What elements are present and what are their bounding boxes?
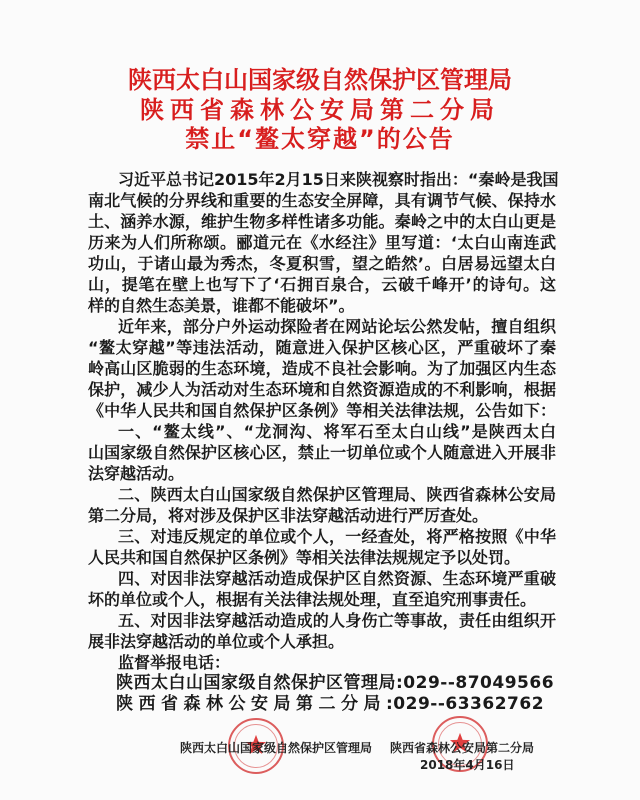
text-line: 山，提笔在壁上也写下了‘石拥百泉合，云破千峰开’的诗句。这 [88,275,556,294]
text-line: 人民共和国自然保护区条例》等相关法律法规规定予以处罚。 [88,548,521,567]
title-line-3: 禁止“鳌太穿越”的公告 [185,125,455,153]
text-line: 坏的单位或个人，根据有关法律法规处理，直至追究刑事责任。 [88,590,537,609]
text-line: 保护，减少人为活动对生态环境和自然资源造成的不利影响，根据 [88,380,556,399]
text-line: 第二分局，将对涉及保护区非法穿越活动进行严厉查处。 [88,506,489,525]
text-line: 样的自然生态美景，谁都不能破坏”。 [88,296,355,315]
hotline-heading: 监督举报电话： [118,653,231,672]
text-line: 四、对因非法穿越活动造成保护区自然资源、生态环境严重破 [118,569,556,588]
text-line: 一、“鳌太线”、“龙洞沟、将军石至太白山线”是陕西太白 [118,422,556,441]
text-line: 习近平总书记2015年2月15日来陕视察时指出：“秦岭是我国 [118,170,559,189]
text-line: 《中华人民共和国自然保护区条例》等相关法律法规，公告如下： [88,401,556,420]
signature-date: 2018年4月16日 [420,758,515,772]
text-line: 三、对违反规定的单位或个人，一经查处，将严格按照《中华 [118,527,556,546]
signature-right: 陕西省森林公安局第二分局 [390,741,535,755]
text-line: 历来为人们所称颂。郦道元在《水经注》里写道：‘太白山南连武 [88,233,556,252]
title-line-1: 陕西太白山国家级自然保护区管理局 [128,66,512,94]
text-line: 五、对因非法穿越活动造成的人身伤亡等事故，责任由组织开 [118,611,556,630]
text-line: 法穿越活动。 [88,464,185,483]
text-line: 展非法穿越活动的单位或个人承担。 [88,632,345,651]
text-line: 山国家级自然保护区核心区，禁止一切单位或个人随意进入开展非 [88,443,556,462]
text-line: 功山，于诸山最为秀杰，冬夏积雪，望之皓然’。白居易远望太白 [88,254,556,273]
hotline-number: :029--87049566 [396,673,555,693]
hotline-number: :029--63362762 [386,694,545,714]
notice-body [88,169,559,715]
hotline-1 [88,673,556,694]
hotline-org: 陕西省森林公安局第二分局 [116,694,386,714]
text-line: 二、陕西太白山国家级自然保护区管理局、陕西省森林公安局 [118,485,556,504]
text-line: “鳌太穿越”等违法活动，随意进入保护区核心区，严重破坏了秦 [88,338,556,357]
signature-left: 陕西太白山国家级自然保护区管理局 [180,741,373,755]
text-line: 南北气候的分界线和重要的生态安全屏障，具有调节气候、保持水 [88,191,556,210]
text-line: 土、涵养水源，维护生物多样性诸多功能。秦岭之中的太白山更是 [88,212,556,231]
text-line: 近年来，部分户外运动探险者在网站论坛公然发帖，擅自组织 [118,317,556,336]
hotline-2 [88,694,556,715]
text-line: 岭高山区脆弱的生态环境，造成不良社会影响。为了加强区内生态 [88,359,556,378]
title-line-2: 陕西省森林公安局第二分局 [140,96,500,124]
hotline-org: 陕西太白山国家级自然保护区管理局 [116,673,396,693]
